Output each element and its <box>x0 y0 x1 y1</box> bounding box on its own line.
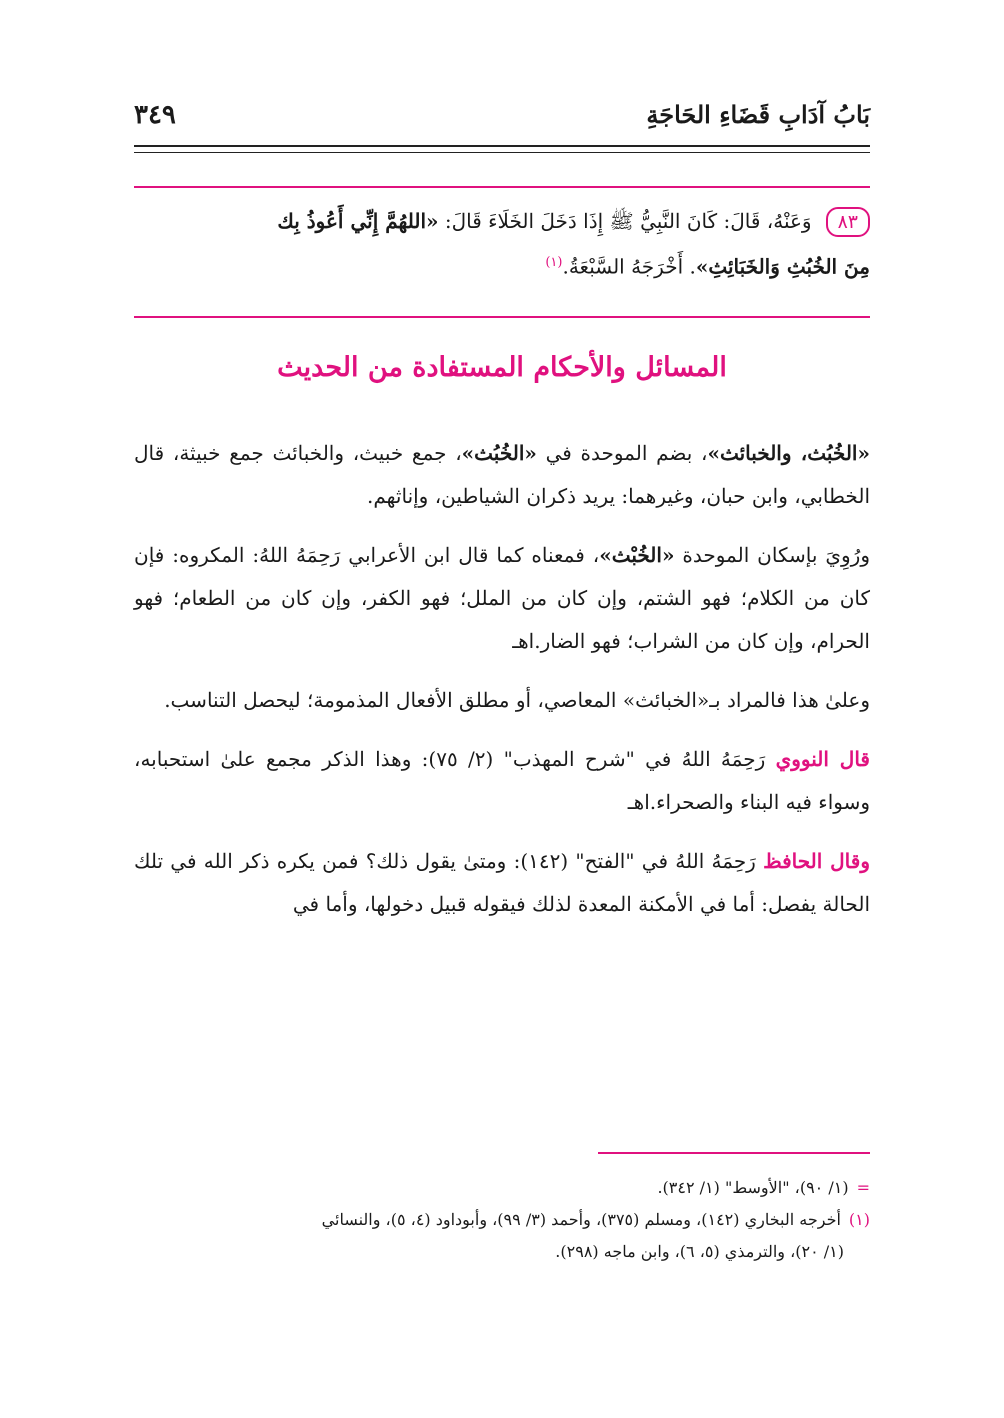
paragraph-4-text: رَحِمَهُ اللهُ في "شرح المهذب" (٢/ ٧٥): وهذا الذكر مجمع علىٰ استحبابه، وسواء فيه البناء والصحراء.اهـ <box>134 747 870 814</box>
hadith-line-1 <box>134 200 870 242</box>
paragraph-5 <box>134 840 870 926</box>
section-title: المسائل والأحكام المستفادة من الحديث <box>277 352 727 383</box>
paragraph-1 <box>134 432 870 518</box>
hadith-supplication-end: مِنَ الخُبُثِ وَالخَبَائِثِ» <box>695 254 870 279</box>
hadith-bottom-rule <box>134 316 870 318</box>
footnote-1-cont: (١/ ٢٠)، والترمذي (٥، ٦)، وابن ماجه (٢٩٨). <box>555 1242 844 1261</box>
footnotes <box>134 1172 870 1268</box>
hadith-source: . أَخْرَجَهُ السَّبْعَةُ. <box>562 254 696 279</box>
footnote-1-line-1: أخرجه البخاري (١٤٢)، ومسلم (٣٧٥)، وأحمد (٣/ ٩٩)، وأبوداود (٤، ٥)، والنسائي <box>321 1210 841 1229</box>
footnote-ref[interactable]: (١) <box>545 255 563 270</box>
paragraph-4 <box>134 738 870 824</box>
body-text <box>134 432 870 942</box>
hafiz-citation: وقال الحافظ <box>763 849 870 873</box>
hadith-block <box>134 200 870 288</box>
footnote-divider <box>598 1152 870 1154</box>
footnote-1 <box>134 1204 870 1236</box>
continued-text: (١/ ٩٠)، "الأوسط" (١/ ٣٤٢). <box>657 1178 849 1197</box>
continued-marker: = <box>856 1178 870 1197</box>
paragraph-1-text-b: ، جمع خبيث، والخبائث جمع خبيثة، قال الخطابي، وابن حبان، وغيرهما: يريد ذكران الشياطين، وإناثهم. <box>134 441 870 508</box>
hadith-intro: وَعَنْهُ، قَالَ: كَانَ النَّبِيُّ ﷺ إِذَا دَخَلَ الخَلَاءَ قَالَ: <box>438 209 812 233</box>
paragraph-2 <box>134 534 870 663</box>
header-divider-thin <box>134 152 870 153</box>
hadith-line-2 <box>134 242 870 288</box>
term-khubuth-2: «الخُبُث» <box>461 441 537 465</box>
paragraph-1-text-a: ، بضم الموحدة في <box>536 441 708 465</box>
term-khubuth: «الخُبُث، والخبائث» <box>707 441 870 465</box>
paragraph-2-text-a: ورُوِيَ بإسكان الموحدة <box>674 543 870 567</box>
page-header <box>134 96 870 146</box>
header-divider <box>134 145 870 147</box>
hadith-number-badge: ٨٣ <box>826 207 870 237</box>
hadith-supplication-start: «اللهُمَّ إِنِّي أَعُوذُ بِك <box>277 209 439 233</box>
page-number: ٣٤٩ <box>134 100 176 130</box>
chapter-title: بَابُ آدَابِ قَضَاءِ الحَاجَةِ <box>646 100 870 129</box>
term-khubth: «الخُبْث» <box>599 543 675 567</box>
paragraph-3: وعلىٰ هذا فالمراد بـ«الخبائث» المعاصي، أو مطلق الأفعال المذمومة؛ ليحصل التناسب. <box>164 688 870 712</box>
nawawi-citation: قال النووي <box>775 747 870 771</box>
footnote-continued <box>134 1172 870 1204</box>
paragraph-2-text-b: ، فمعناه كما قال ابن الأعرابي رَحِمَهُ اللهُ: المكروه: فإن كان من الكلام؛ فهو الشتم، وإن كان من الملل؛ فهو الكفر، وإن كان من الطعام؛ فهو الحرام، وإن كان من الشراب؛ فهو الضار.اهـ <box>134 543 871 653</box>
footnote-1-marker: (١) <box>848 1210 870 1229</box>
hadith-top-rule <box>134 186 870 188</box>
paragraph-5-text: رَحِمَهُ اللهُ في "الفتح" (١٤٢): ومتىٰ يقول ذلك؟ فمن يكره ذكر الله في تلك الحالة يفصل: أما في الأمكنة المعدة لذلك فيقوله قبيل دخولها، وأما في <box>134 849 870 916</box>
